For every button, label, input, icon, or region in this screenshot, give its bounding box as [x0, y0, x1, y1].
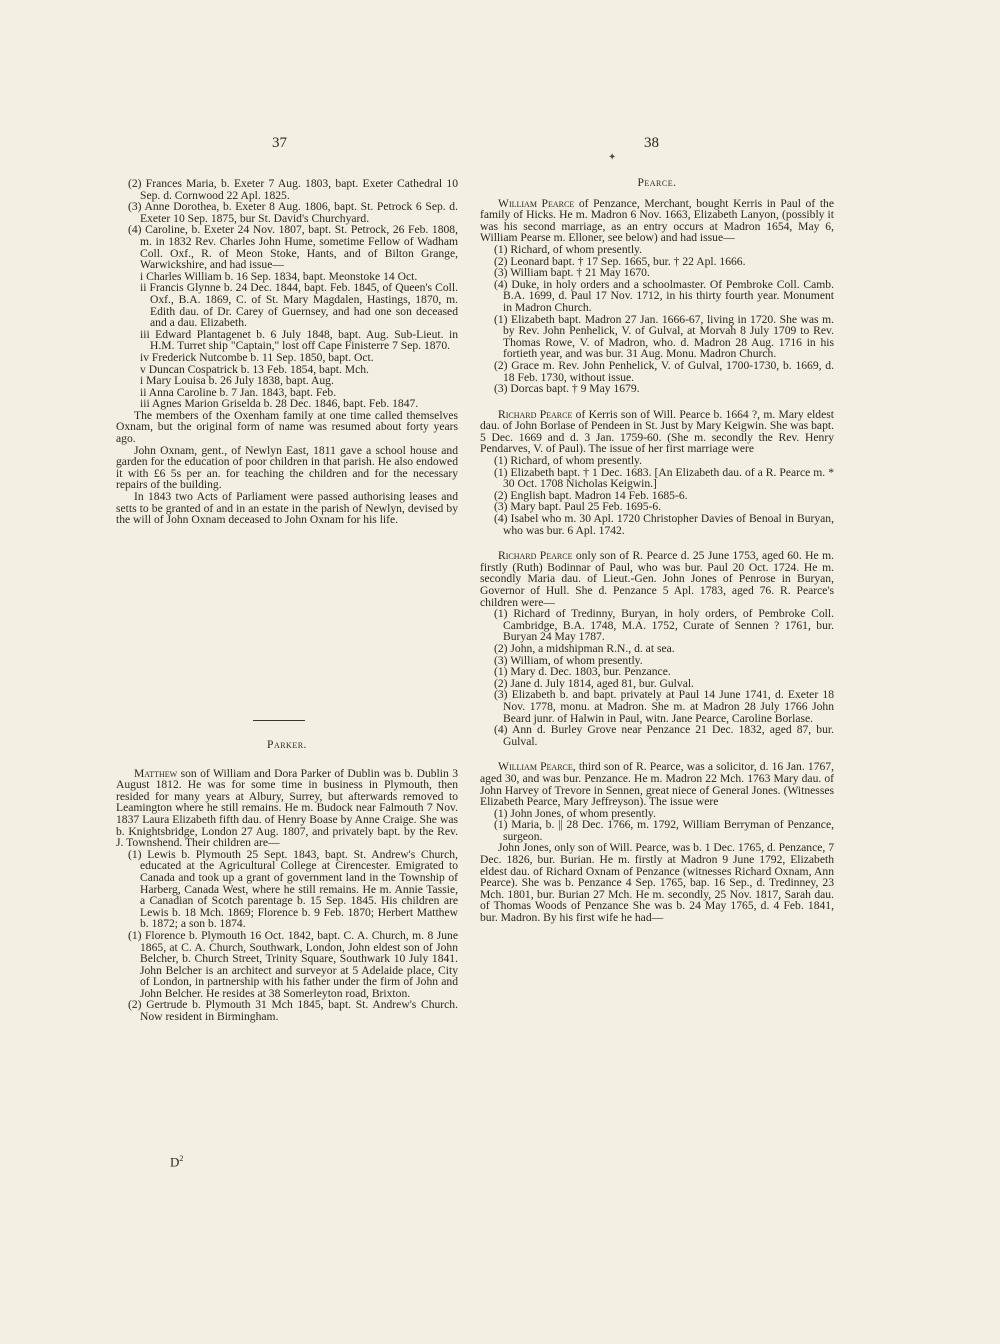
list-item: (4) Isabel who m. 30 Apl. 1720 Christopher Davies of Benoal in Buryan, who was bur. 6 Apl. 1742.: [494, 512, 834, 537]
paragraph: of Penzance, Merchant, bought Kerris in Paul of the family of Hicks. He m. Madron 6 Nov. 1663, Elizabeth Lanyon, (possibly it was his second marriage, as an entry occurs at Madron 1654, May 6, William Pearse m. Elloner, see below) and had issue—: [480, 196, 834, 245]
paragraph: only son of R. Pearce d. 25 June 1753, aged 60. He m. firstly (Ruth) Bodinnar of Paul, who was bur. Paul 20 Oct. 1724. He m. secondly Maria dau. of Lieut.-Gen. John Jones of Penrose in Buryan, Governor of Hull. She d. Penzance 5 Apl. 1783, aged 76. R. Pearce's children were—: [480, 549, 834, 609]
list-item: i Mary Louisa b. 26 July 1838, bapt. Aug.: [140, 374, 334, 388]
list-item: (3) Mary bapt. Paul 25 Feb. 1695-6.: [494, 500, 662, 514]
list-item: (1) John Jones, of whom presently.: [494, 806, 656, 820]
list-item: (1) Florence b. Plymouth 16 Oct. 1842, bapt. C. A. Church, m. 8 June 1865, at C. A. Church, Southwark, London, John eldest son of John Belcher, b. Church Street, Trinity Square, Southwark 10 July 1841. John Belcher is an architect and surveyor at 5 Adelaide place, City of London, in partnership with his father under the firm of John and John Belcher. He resides at 38 Somerleyton road, Brixton.: [128, 928, 458, 1000]
section-heading: Pearce.: [637, 177, 677, 189]
lead-name: William Pearce: [498, 196, 575, 210]
list-item: (4) Ann d. Burley Grove near Penzance 21 Dec. 1832, aged 87, bur. Gulval.: [494, 723, 834, 748]
list-item: (1) Mary d. Dec. 1803, bur. Penzance.: [494, 665, 671, 679]
list-item: (2) English bapt. Madron 14 Feb. 1685-6.: [494, 488, 688, 502]
paragraph: The members of the Oxenham family at one time called themselves Oxnam, but the original form of name was resumed about forty years ago.: [116, 408, 458, 446]
list-item: (3) William bapt. † 21 May 1670.: [494, 266, 650, 280]
ink-mark: ✦: [608, 152, 617, 163]
list-item: (2) Leonard bapt. † 17 Sep. 1665, bur. † 22 Apl. 1666.: [494, 254, 746, 268]
list-item: (2) Grace m. Rev. John Penhelick, V. of Gulval, 1700-1730, b. 1669, d. 18 Feb. 1730, without issue.: [494, 358, 834, 384]
list-item: (3) William, of whom presently.: [494, 653, 643, 667]
list-item: v Duncan Cospatrick b. 13 Feb. 1854, bapt. Mch.: [140, 362, 369, 376]
list-item: (4) Duke, in holy orders and a schoolmaster. Of Pembroke Coll. Camb. B.A. 1699, d. Paul 17 Nov. 1712, in his thirty fourth year. Monument in Madron Church.: [494, 277, 834, 314]
list-item: (2) John, a midshipman R.N., d. at sea.: [494, 641, 675, 655]
paragraph: John Oxnam, gent., of Newlyn East, 1811 gave a school house and garden for the education of poor children in that parish. He also endowed it with £6 5s per an. for teaching the children and for the necessary repairs of the building.: [116, 443, 458, 492]
lead-name: Matthew: [134, 766, 178, 780]
list-item: ii Anna Caroline b. 7 Jan. 1843, bapt. Feb.: [140, 385, 337, 399]
lead-name: Richard Pearce: [498, 549, 573, 563]
list-item: (1) Maria, b. || 28 Dec. 1766, m. 1792, William Berryman of Penzance, surgeon.: [494, 818, 834, 843]
left-page-number: 37: [272, 135, 287, 151]
paragraph: , third son of R. Pearce, was a solicitor, d. 16 Jan. 1767, aged 30, and was bur. Penzance. He m. Madron 22 Mch. 1763 Mary dau. of John Harvey of Trevore in Sennen, great niece of General Jones. (Witnesses Elizabeth Pearce, Mary Jeffreyson). The issue were: [480, 760, 834, 809]
lead-name: Richard Pearce: [498, 407, 573, 421]
list-item: (2) Jane d. July 1814, aged 81, bur. Gulval.: [494, 676, 694, 690]
list-item: (1) Elizabeth bapt. Madron 27 Jan. 1666-67, living in 1720. She was m. by Rev. John Penhelick, V. of Gulval, at Morvah 8 July 1709 to Rev. Thomas Rowe, V. of Madron, who. d. Madron 28 Aug. 1716 in his fortieth year, and was bur. 31 Aug. Monu. Madron Church.: [494, 312, 834, 361]
list-item: (2) Frances Maria, b. Exeter 7 Aug. 1803, bapt. Exeter Cathedral 10 Sep. d. Cornwood 22 Apl. 1825.: [128, 177, 458, 202]
list-item: iv Frederick Nutcombe b. 11 Sep. 1850, bapt. Oct.: [140, 350, 374, 364]
list-item: (3) Anne Dorothea, b. Exeter 8 Aug. 1806, bapt. St. Petrock 6 Sep. d. Exeter 10 Sep. 1875, bur St. David's Churchyard.: [128, 200, 458, 225]
list-item: (4) Caroline, b. Exeter 24 Nov. 1807, bapt. St. Petrock, 26 Feb. 1808, m. in 1832 Rev. Charles John Hume, sometime Fellow of Wadham Coll. Oxf., R. of Meon Stoke, Hants, and of Bilton Grange, Warwickshire, and had issue—: [128, 223, 458, 272]
list-item: iii Agnes Marion Griselda b. 28 Dec. 1846, bapt. Feb. 1847.: [140, 397, 419, 411]
parker-section: [116, 740, 458, 1023]
right-column: [480, 178, 834, 924]
list-item: (1) Lewis b. Plymouth 25 Sept. 1843, bapt. St. Andrew's Church, educated at the Agricultural College at Cirencester. Emigrated to Canada and took up a grant of government land in the Township of Harberg, Canada West, where he still remains. He m. Annie Tassie, a Canadian of Scotch parentage b. 15 Sep. 1845. His children are Lewis b. 18 Mch. 1869; Florence b. 9 Feb. 1870; Herbert Matthew b. 1872; a son b. 1874.: [128, 847, 458, 931]
paragraph: In 1843 two Acts of Parliament were passed authorising leases and setts to be granted of and in an estate in the parish of Newlyn, devised by the will of John Oxnam deceased to John Oxnam for his life.: [116, 490, 458, 527]
lead-name: William Pearce: [498, 760, 573, 774]
right-page-number: 38: [644, 135, 659, 151]
section-heading: Parker.: [267, 739, 307, 751]
paragraph: John Jones, only son of Will. Pearce, was b. 1 Dec. 1765, d. Penzance, 7 Dec. 1826, bur. Burian. He m. firstly at Madron 9 June 1792, Elizabeth eldest dau. of Richard Oxnam of Penzance (witnesses Richard Oxnam, Ann Pearce). She was b. Penzance 4 Sep. 1765, bap. 16 Sep., d. Tredinney, 23 Mch. 1801, bur. Burian 27 Mch. He m. secondly, 25 Nov. 1817, Sarah dau. of Thomas Woods of Penzance She was b. 24 May 1765, d. 4 Feb. 1841, bur. Madron. By his first wife he had—: [480, 841, 834, 925]
list-item: (2) Gertrude b. Plymouth 31 Mch 1845, bapt. St. Andrew's Church. Now resident in Birmingham.: [128, 998, 458, 1024]
signature-mark: $D^2$: [170, 1154, 184, 1170]
left-column: [116, 178, 458, 526]
list-item: (1) Richard, of whom presently.: [494, 454, 642, 468]
list-item: ii Francis Glynne b. 24 Dec. 1844, bapt. Feb. 1845, of Queen's Coll. Oxf., B.A. 1869, C. of St. Mary Magdalen, Hastings, 1870, m. Edith dau. of Dr. Carey of Guernsey, and had one son deceased and a dau. Elizabeth.: [140, 281, 458, 330]
list-item: (1) Richard, of whom presently.: [494, 242, 642, 256]
section-divider: [253, 720, 305, 721]
list-item: (3) Dorcas bapt. † 9 May 1679.: [494, 382, 640, 396]
list-item: i Charles William b. 16 Sep. 1834, bapt. Meonstoke 14 Oct.: [140, 269, 418, 283]
paragraph: son of William and Dora Parker of Dublin was b. Dublin 3 August 1812. He was for some time in business in Plymouth, then resided for many years at Albury, Surrey, but afterwards removed to Leamington where he still remains. He m. Budock near Falmouth 7 Nov. 1837 Laura Elizabeth fifth dau. of Henry Boase by Anne Craige. She was b. Knightsbridge, London 27 Aug. 1807, and privately bapt. by the Rev. J. Townshend. Their children are—: [116, 766, 458, 850]
list-item: (3) Elizabeth b. and bapt. privately at Paul 14 June 1741, d. Exeter 18 Nov. 1778, monu. at Madron. She m. at Madron 28 July 1766 John Beard junr. of Halwin in Paul, witn. Jane Pearce, Caroline Borlase.: [494, 688, 834, 725]
list-item: iii Edward Plantagenet b. 6 July 1848, bapt. Aug. Sub-Lieut. in H.M. Turret ship "Captain," lost off Cape Finisterre 7 Sep. 1870.: [140, 327, 458, 353]
paragraph: of Kerris son of Will. Pearce b. 1664 ?, m. Mary eldest dau. of John Borlase of Pendeen in St. Just by Mary Keigwin. She was bapt. 5 Dec. 1669 and d. 3 Jan. 1759-60. (She m. secondly the Rev. Henry Pendarves, V. of Paul). The issue of her first marriage were: [480, 407, 834, 456]
list-item: (1) Elizabeth bapt. † 1 Dec. 1683. [An Elizabeth dau. of a R. Pearce m. * 30 Oct. 1708 Nicholas Keigwin.]: [494, 465, 834, 491]
list-item: (1) Richard of Tredinny, Buryan, in holy orders, of Pembroke Coll. Cambridge, B.A. 1748, M.A. 1752, Curate of Sennen ? 1761, bur. Buryan 24 May 1787.: [494, 607, 834, 644]
